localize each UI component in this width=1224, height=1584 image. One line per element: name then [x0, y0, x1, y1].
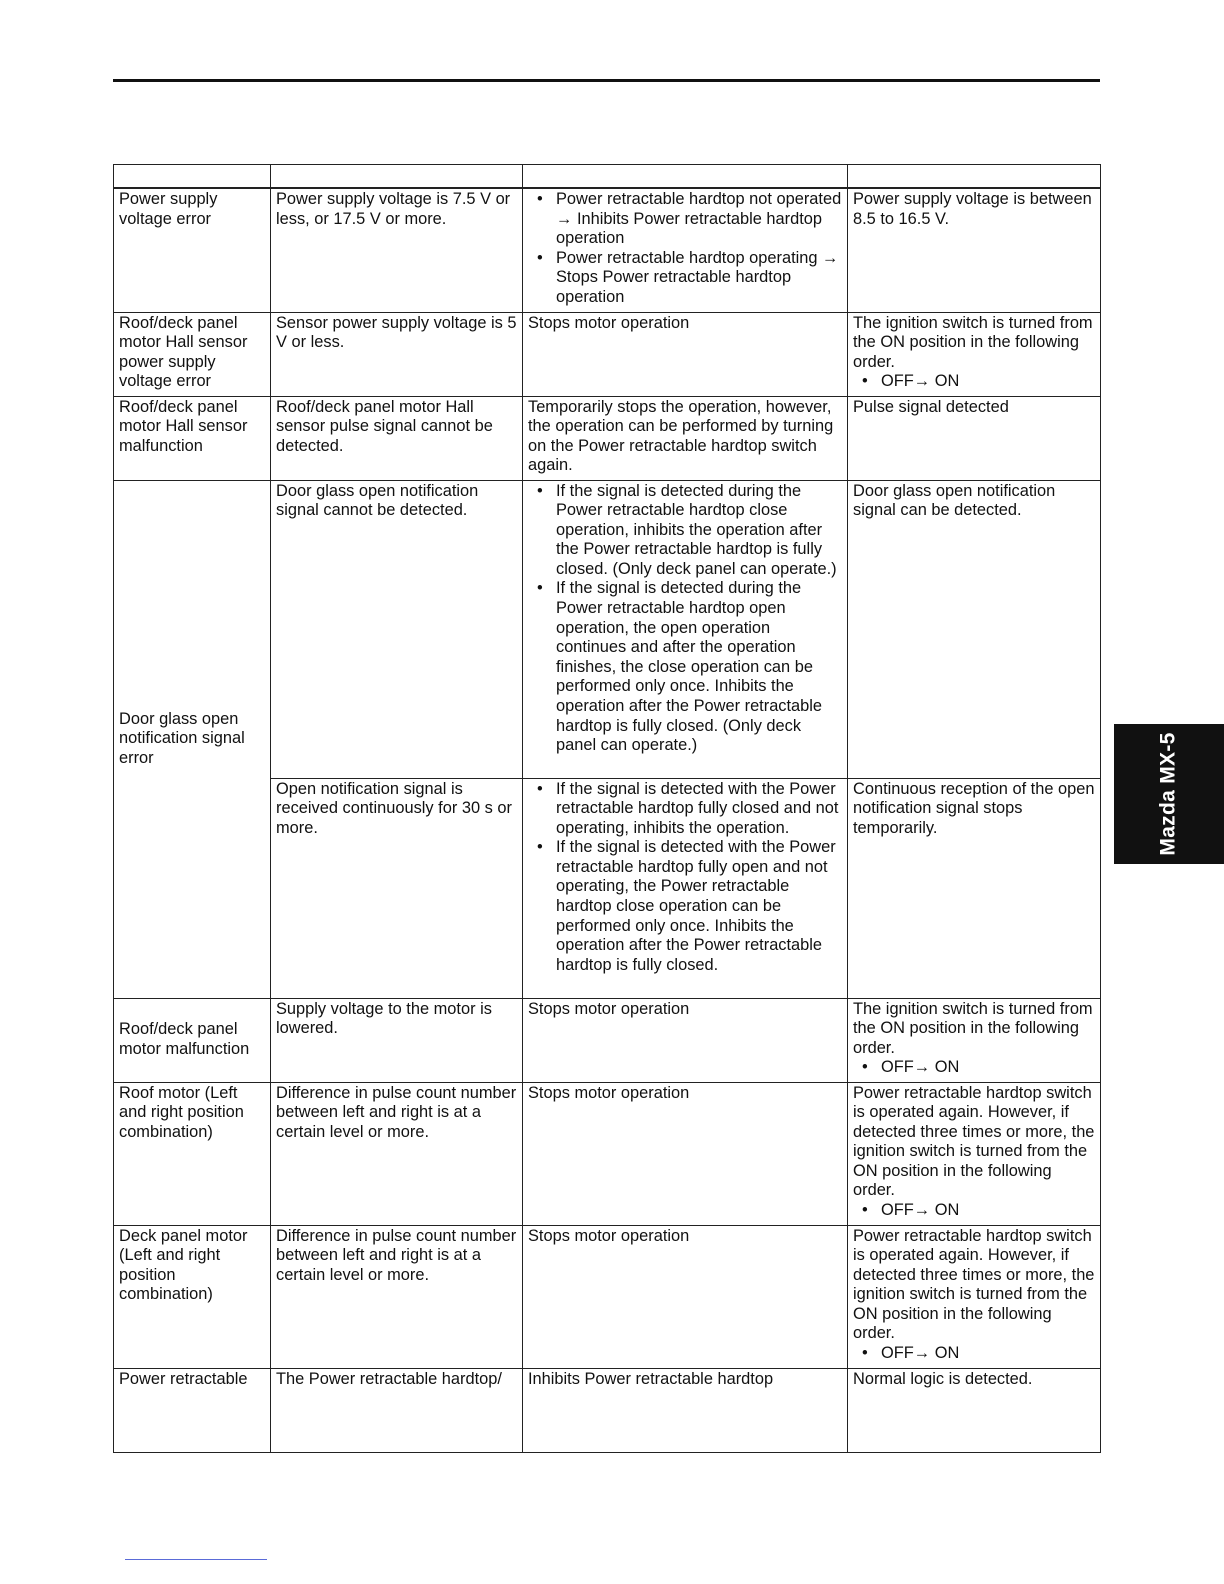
recovery-list	[853, 1344, 1095, 1364]
condition-cell: The Power retractable hardtop/	[271, 1368, 523, 1452]
condition-cell: Difference in pulse count number between left and right is at a certain level or more.	[271, 1082, 523, 1225]
action-list	[528, 780, 842, 976]
list-item: • OFF→ ON	[853, 1201, 1095, 1221]
item-cell: Deck panel motor (Left and right position combination)	[114, 1225, 271, 1368]
header-cell	[523, 165, 848, 189]
recovery-cell	[848, 998, 1101, 1082]
action-cell: Stops motor operation	[523, 312, 848, 396]
table-row	[114, 188, 1101, 312]
action-list	[528, 482, 842, 756]
list-item: • Power retractable hardtop operating → Stops Power retractable hardtop operation	[528, 249, 842, 308]
recovery-list	[853, 1058, 1095, 1078]
list-item: • If the signal is detected during the Power retractable hardtop open operation, the open operation continues and after the operation finishes, the close operation can be performed only once. Inhibits the operation after the Power retractable hardtop is fully closed. (Only deck panel can operate.)	[528, 579, 842, 755]
top-rule	[113, 79, 1100, 82]
item-cell: Door glass open notification signal error	[114, 480, 271, 998]
table-row	[114, 1225, 1101, 1368]
action-cell	[523, 480, 848, 778]
list-item: • If the signal is detected with the Power retractable hardtop fully closed and not operating, inhibits the operation.	[528, 780, 842, 839]
table-row	[114, 998, 1101, 1082]
table-row	[114, 480, 1101, 778]
action-cell: Temporarily stops the operation, however, the operation can be performed by turning on the Power retractable hardtop switch again.	[523, 396, 848, 480]
action-cell: Stops motor operation	[523, 1225, 848, 1368]
list-item: • OFF→ ON	[853, 1058, 1095, 1078]
table-row	[114, 312, 1101, 396]
condition-cell: Roof/deck panel motor Hall sensor pulse signal cannot be detected.	[271, 396, 523, 480]
recovery-cell: Pulse signal detected	[848, 396, 1101, 480]
recovery-text: The ignition switch is turned from the ON position in the following order.	[853, 313, 1093, 371]
action-cell: Stops motor operation	[523, 1082, 848, 1225]
side-tab	[1114, 724, 1224, 864]
recovery-cell	[848, 1082, 1101, 1225]
item-cell: Power retractable	[114, 1368, 271, 1452]
recovery-cell: Door glass open notification signal can be detected.	[848, 480, 1101, 778]
recovery-cell: Continuous reception of the open notification signal stops temporarily.	[848, 778, 1101, 998]
action-cell: Inhibits Power retractable hardtop	[523, 1368, 848, 1452]
footer-link-underline[interactable]	[125, 1559, 267, 1560]
item-cell: Roof/deck panel motor Hall sensor malfunction	[114, 396, 271, 480]
recovery-list	[853, 372, 1095, 392]
condition-cell: Difference in pulse count number between left and right is at a certain level or more.	[271, 1225, 523, 1368]
item-cell: Power supply voltage error	[114, 188, 271, 312]
recovery-cell: Normal logic is detected.	[848, 1368, 1101, 1452]
recovery-cell	[848, 1225, 1101, 1368]
list-item: • If the signal is detected during the Power retractable hardtop close operation, inhibits the operation after the Power retractable hardtop is fully closed. (Only deck panel can operate.)	[528, 482, 842, 580]
condition-cell: Power supply voltage is 7.5 V or less, or 17.5 V or more.	[271, 188, 523, 312]
recovery-text: Power retractable hardtop switch is operated again. However, if detected three times or more, the ignition switch is turned from the ON position in the following order.	[853, 1226, 1095, 1343]
recovery-text: Power retractable hardtop switch is operated again. However, if detected three times or more, the ignition switch is turned from the ON position in the following order.	[853, 1083, 1095, 1200]
list-item: • If the signal is detected with the Power retractable hardtop fully open and not operating, the Power retractable hardtop close operation can be performed only once. Inhibits the operation after the Power retractable hardtop is fully closed.	[528, 838, 842, 975]
item-cell: Roof/deck panel motor malfunction	[114, 998, 271, 1082]
table-row	[114, 396, 1101, 480]
recovery-text: The ignition switch is turned from the ON position in the following order.	[853, 999, 1093, 1057]
item-cell: Roof motor (Left and right position combination)	[114, 1082, 271, 1225]
table-row	[114, 1082, 1101, 1225]
list-item: • OFF→ ON	[853, 1344, 1095, 1364]
side-tab-label: Mazda MX-5	[1157, 732, 1180, 856]
list-item: • Power retractable hardtop not operated → Inhibits Power retractable hardtop operation	[528, 190, 842, 249]
recovery-cell	[848, 312, 1101, 396]
list-item: • OFF→ ON	[853, 372, 1095, 392]
condition-cell: Open notification signal is received continuously for 30 s or more.	[271, 778, 523, 998]
fail-safe-table	[113, 164, 1101, 1453]
action-list	[528, 190, 842, 308]
item-cell: Roof/deck panel motor Hall sensor power supply voltage error	[114, 312, 271, 396]
condition-cell: Door glass open notification signal cannot be detected.	[271, 480, 523, 778]
recovery-cell: Power supply voltage is between 8.5 to 16.5 V.	[848, 188, 1101, 312]
header-cell	[848, 165, 1101, 189]
recovery-list	[853, 1201, 1095, 1221]
header-row	[114, 165, 1101, 189]
action-cell: Stops motor operation	[523, 998, 848, 1082]
action-cell	[523, 778, 848, 998]
condition-cell: Supply voltage to the motor is lowered.	[271, 998, 523, 1082]
header-cell	[114, 165, 271, 189]
condition-cell: Sensor power supply voltage is 5 V or less.	[271, 312, 523, 396]
table-row	[114, 1368, 1101, 1452]
header-cell	[271, 165, 523, 189]
action-cell	[523, 188, 848, 312]
